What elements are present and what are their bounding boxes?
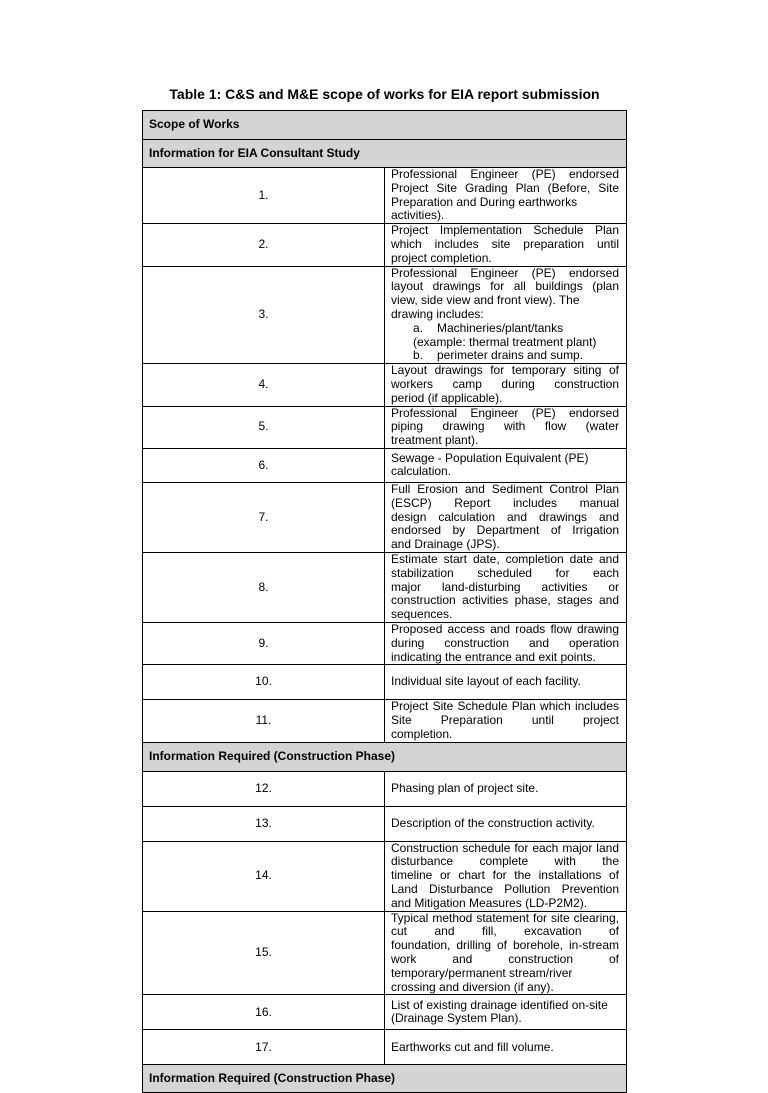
table-caption: Table 1: C&S and M&E scope of works for EIA report submission <box>169 86 600 102</box>
table-row <box>143 364 627 406</box>
section-header: Information Required (Construction Phase) <box>143 1065 627 1093</box>
description-line: Layout drawings for temporary siting of workers camp during construction <box>391 363 619 391</box>
table-row <box>143 665 627 700</box>
table-row <box>143 1030 627 1065</box>
row-number: 13. <box>143 806 385 841</box>
description-line: temporary/permanent stream/river crossing and diversion (if any). <box>391 965 573 994</box>
description-line: period (if applicable). <box>391 390 503 405</box>
row-number: 6. <box>143 448 385 482</box>
description-line: timeline or chart for the installations of Land Disturbance Pollution Prevention <box>391 868 619 897</box>
sub-item-letter: b. <box>413 348 424 363</box>
description-line: Phasing plan of project site. <box>391 780 539 795</box>
description-line: Professional Engineer (PE) endorsed Project Site Grading Plan (Before, Site <box>391 167 619 195</box>
sub-item-letter: a. <box>413 320 424 335</box>
section-header: Information Required (Construction Phase) <box>143 742 627 771</box>
description-line: Estimate start date, completion date and stabilization scheduled for each <box>391 551 619 580</box>
table-body <box>143 111 627 1093</box>
row-description <box>385 266 627 364</box>
row-number: 15. <box>143 911 385 995</box>
description-line: design calculation and drawings and endorsed by Department of Irrigation <box>391 509 619 538</box>
description-line: List of existing drainage identified on-site (Drainage System Plan). <box>391 997 608 1026</box>
table-row <box>143 482 627 552</box>
description-line: Project Implementation Schedule Plan which includes site preparation until <box>391 223 619 251</box>
row-number: 14. <box>143 841 385 911</box>
sub-item <box>391 322 619 350</box>
row-description <box>385 622 627 664</box>
row-description <box>385 168 627 224</box>
sub-item-text: perimeter drains and sump. <box>437 348 584 363</box>
description-line: Project Site Schedule Plan which includes Site Preparation until project <box>391 699 619 728</box>
row-number: 9. <box>143 622 385 664</box>
table-row <box>143 771 627 806</box>
description-line: and Drainage (JPS). <box>391 537 500 552</box>
table-row <box>143 700 627 742</box>
description-line: Sewage - Population Equivalent (PE) calculation. <box>391 450 589 479</box>
row-description <box>385 364 627 406</box>
table-row <box>143 266 627 364</box>
row-description <box>385 995 627 1030</box>
table-row <box>143 622 627 664</box>
description-line: sequences. <box>391 607 453 622</box>
description-line: Preparation and During earthworks activities). <box>391 194 578 223</box>
row-number: 4. <box>143 364 385 406</box>
table-row <box>143 841 627 911</box>
description-line: Proposed access and roads flow drawing during construction and operation <box>391 621 619 650</box>
row-number: 17. <box>143 1030 385 1065</box>
row-description <box>385 224 627 266</box>
row-description <box>385 806 627 841</box>
description-line: Individual site layout of each facility. <box>391 674 581 689</box>
row-description <box>385 482 627 552</box>
description-line: completion. <box>391 726 453 741</box>
description-line: Construction schedule for each major land disturbance complete with the <box>391 840 619 869</box>
scope-of-works-table <box>142 110 627 1093</box>
row-number: 3. <box>143 266 385 364</box>
table-row <box>143 911 627 995</box>
sub-item <box>391 349 619 363</box>
section-header-row <box>143 742 627 771</box>
section-header-row <box>143 1065 627 1093</box>
table-row <box>143 224 627 266</box>
description-line: Professional Engineer (PE) endorsed layout drawings for all buildings (plan <box>391 265 619 294</box>
section-header-row <box>143 140 627 168</box>
row-description <box>385 1030 627 1065</box>
description-line: foundation, drilling of borehole, in-stream work and construction of <box>391 938 619 967</box>
description-line: view, side view and front view). The drawing includes: <box>391 293 580 321</box>
row-description <box>385 406 627 448</box>
row-description <box>385 841 627 911</box>
description-line: indicating the entrance and exit points. <box>391 649 596 664</box>
description-line: treatment plant). <box>391 433 479 448</box>
table-row <box>143 552 627 622</box>
row-number: 8. <box>143 552 385 622</box>
description-line: Full Erosion and Sediment Control Plan (ESCP) Report includes manual <box>391 481 619 510</box>
table-header-row <box>143 111 627 140</box>
section-header: Information for EIA Consultant Study <box>143 140 627 168</box>
row-description <box>385 665 627 700</box>
row-number: 16. <box>143 995 385 1030</box>
row-description <box>385 771 627 806</box>
row-number: 7. <box>143 482 385 552</box>
row-number: 12. <box>143 771 385 806</box>
description-line: Typical method statement for site clearing, cut and fill, excavation of <box>391 910 619 939</box>
row-number: 10. <box>143 665 385 700</box>
table-row <box>143 995 627 1030</box>
description-line: Earthworks cut and fill volume. <box>391 1039 554 1054</box>
table-row <box>143 806 627 841</box>
row-number: 2. <box>143 224 385 266</box>
description-line: Description of the construction activity. <box>391 815 595 830</box>
table-row <box>143 168 627 224</box>
description-line: project completion. <box>391 250 492 265</box>
table-header-cell: Scope of Works <box>143 111 627 140</box>
description-line: major land-disturbing activities or construction activities phase, stages and <box>391 579 619 608</box>
row-number: 11. <box>143 700 385 742</box>
row-description <box>385 700 627 742</box>
row-number: 1. <box>143 168 385 224</box>
description-line: and Mitigation Measures (LD-P2M2). <box>391 895 588 910</box>
row-description <box>385 911 627 995</box>
row-number: 5. <box>143 406 385 448</box>
table-row <box>143 448 627 482</box>
row-description <box>385 448 627 482</box>
table-row <box>143 406 627 448</box>
description-line: Professional Engineer (PE) endorsed piping drawing with flow (water <box>391 405 619 434</box>
row-description <box>385 552 627 622</box>
sub-item-text: Machineries/plant/tanks (example: thermal treatment plant) <box>413 320 597 349</box>
